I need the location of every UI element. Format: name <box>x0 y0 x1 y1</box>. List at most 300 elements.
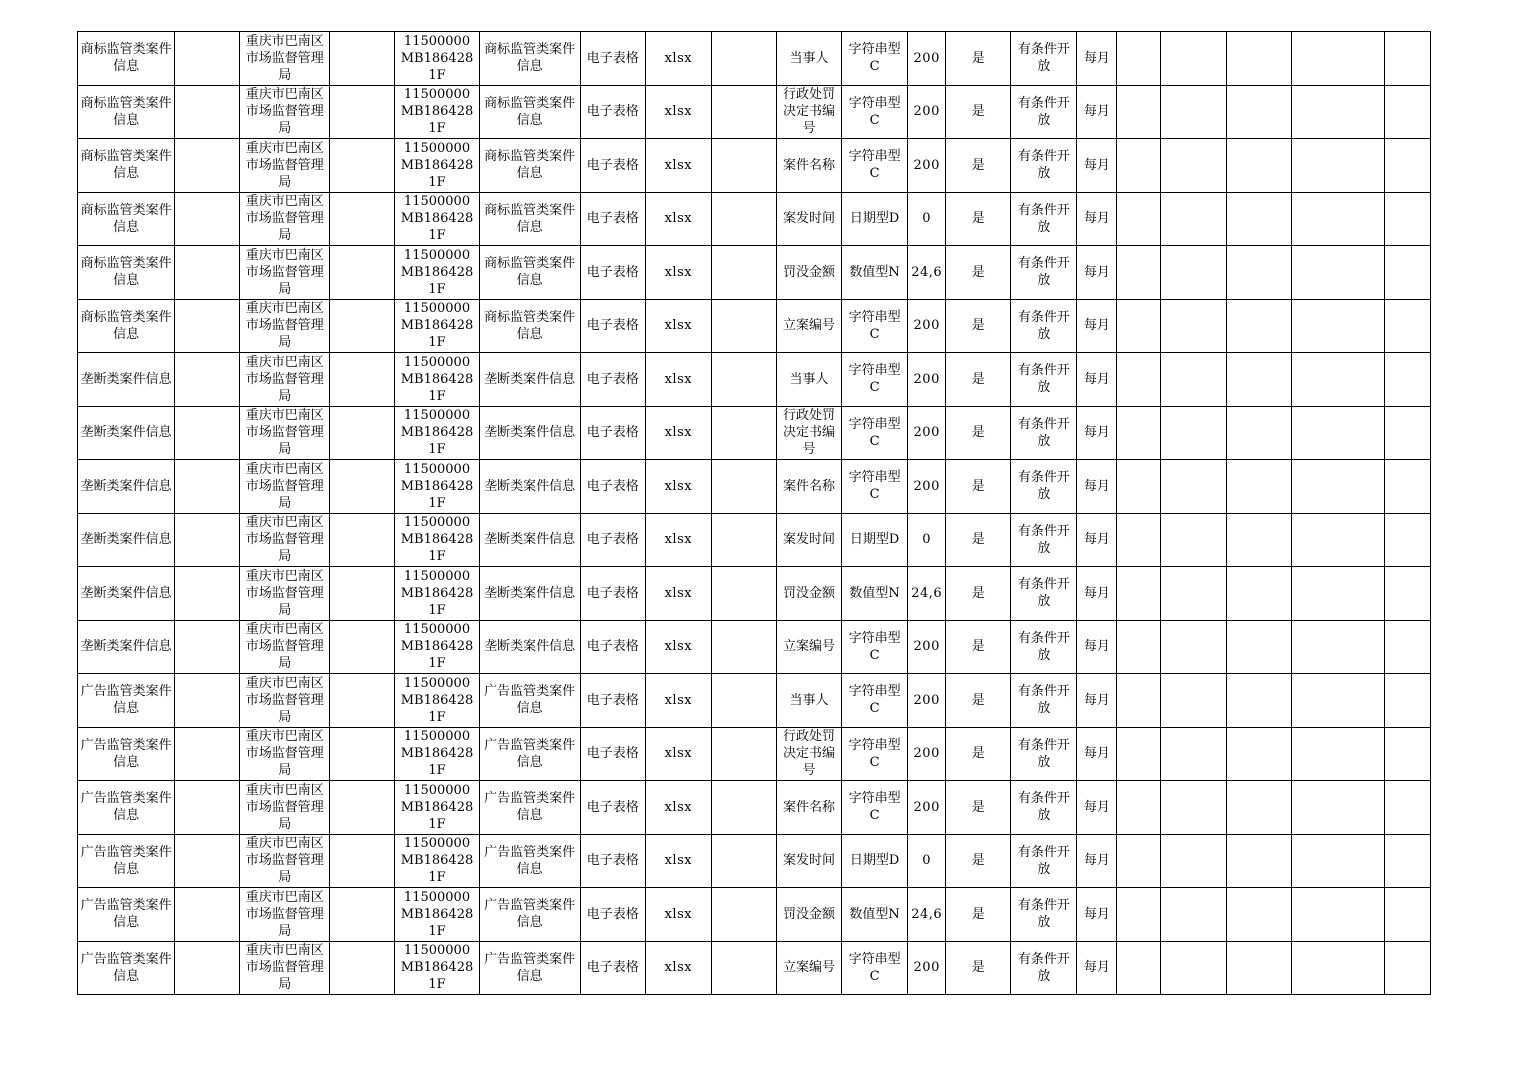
file-extension-cell: xlsx <box>645 85 711 139</box>
shared-flag-cell: 是 <box>946 406 1011 460</box>
format-cell: 电子表格 <box>580 620 645 674</box>
field-name-cell: 案发时间 <box>776 834 841 888</box>
file-extension-cell: xlsx <box>645 834 711 888</box>
department-cell: 重庆市巴南区市场监督管理局 <box>240 85 330 139</box>
department-cell: 重庆市巴南区市场监督管理局 <box>240 781 330 835</box>
empty-cell <box>330 192 395 246</box>
empty-cell <box>330 299 395 353</box>
empty-cell <box>1160 781 1226 835</box>
empty-cell <box>1160 246 1226 300</box>
update-frequency-cell: 每月 <box>1077 888 1117 942</box>
field-length-cell: 200 <box>908 139 946 193</box>
open-type-cell: 有条件开放 <box>1011 620 1077 674</box>
empty-cell <box>1117 674 1160 728</box>
empty-cell <box>1160 460 1226 514</box>
info-item-cell: 商标监管类案件信息 <box>479 85 580 139</box>
empty-cell <box>175 353 240 407</box>
empty-cell <box>711 192 776 246</box>
empty-cell <box>1160 406 1226 460</box>
empty-cell <box>330 246 395 300</box>
empty-cell <box>1226 567 1291 621</box>
credit-code-cell: 11500000MB1864281F <box>395 299 479 353</box>
field-name-cell: 立案编号 <box>776 299 841 353</box>
empty-cell <box>1384 727 1430 781</box>
field-length-cell: 0 <box>908 513 946 567</box>
empty-cell <box>1226 299 1291 353</box>
format-cell: 电子表格 <box>580 513 645 567</box>
resource-name-cell: 商标监管类案件信息 <box>78 246 175 300</box>
format-cell: 电子表格 <box>580 674 645 728</box>
department-cell: 重庆市巴南区市场监督管理局 <box>240 460 330 514</box>
credit-code-cell: 11500000MB1864281F <box>395 674 479 728</box>
field-length-cell: 24,6 <box>908 888 946 942</box>
empty-cell <box>711 781 776 835</box>
data-type-cell: 字符串型C <box>842 460 908 514</box>
empty-cell <box>1226 781 1291 835</box>
credit-code-cell: 11500000MB1864281F <box>395 406 479 460</box>
credit-code-cell: 11500000MB1864281F <box>395 32 479 86</box>
empty-cell <box>1117 567 1160 621</box>
file-extension-cell: xlsx <box>645 727 711 781</box>
department-cell: 重庆市巴南区市场监督管理局 <box>240 406 330 460</box>
empty-cell <box>1160 834 1226 888</box>
format-cell: 电子表格 <box>580 727 645 781</box>
empty-cell <box>1117 460 1160 514</box>
empty-cell <box>175 85 240 139</box>
empty-cell <box>1226 406 1291 460</box>
update-frequency-cell: 每月 <box>1077 246 1117 300</box>
update-frequency-cell: 每月 <box>1077 32 1117 86</box>
empty-cell <box>1291 32 1384 86</box>
format-cell: 电子表格 <box>580 32 645 86</box>
open-type-cell: 有条件开放 <box>1011 85 1077 139</box>
empty-cell <box>1291 85 1384 139</box>
empty-cell <box>1226 513 1291 567</box>
empty-cell <box>175 192 240 246</box>
table-row <box>78 834 1431 888</box>
empty-cell <box>711 32 776 86</box>
empty-cell <box>711 406 776 460</box>
field-name-cell: 案件名称 <box>776 460 841 514</box>
empty-cell <box>1291 460 1384 514</box>
empty-cell <box>175 299 240 353</box>
empty-cell <box>330 727 395 781</box>
empty-cell <box>1226 888 1291 942</box>
file-extension-cell: xlsx <box>645 674 711 728</box>
shared-flag-cell: 是 <box>946 353 1011 407</box>
empty-cell <box>1384 299 1430 353</box>
shared-flag-cell: 是 <box>946 941 1011 995</box>
data-type-cell: 数值型N <box>842 246 908 300</box>
credit-code-cell: 11500000MB1864281F <box>395 727 479 781</box>
empty-cell <box>1384 567 1430 621</box>
empty-cell <box>1226 460 1291 514</box>
empty-cell <box>711 460 776 514</box>
empty-cell <box>1226 139 1291 193</box>
credit-code-cell: 11500000MB1864281F <box>395 246 479 300</box>
format-cell: 电子表格 <box>580 781 645 835</box>
field-length-cell: 200 <box>908 727 946 781</box>
field-length-cell: 200 <box>908 353 946 407</box>
empty-cell <box>175 32 240 86</box>
empty-cell <box>1291 781 1384 835</box>
open-type-cell: 有条件开放 <box>1011 567 1077 621</box>
file-extension-cell: xlsx <box>645 567 711 621</box>
open-type-cell: 有条件开放 <box>1011 139 1077 193</box>
table-row <box>78 85 1431 139</box>
empty-cell <box>1226 620 1291 674</box>
resource-name-cell: 商标监管类案件信息 <box>78 85 175 139</box>
empty-cell <box>1384 246 1430 300</box>
empty-cell <box>711 567 776 621</box>
field-name-cell: 立案编号 <box>776 941 841 995</box>
field-length-cell: 24,6 <box>908 246 946 300</box>
format-cell: 电子表格 <box>580 406 645 460</box>
file-extension-cell: xlsx <box>645 299 711 353</box>
empty-cell <box>1291 353 1384 407</box>
empty-cell <box>1384 620 1430 674</box>
empty-cell <box>1384 353 1430 407</box>
format-cell: 电子表格 <box>580 567 645 621</box>
empty-cell <box>1384 460 1430 514</box>
empty-cell <box>1160 888 1226 942</box>
field-name-cell: 行政处罚决定书编号 <box>776 727 841 781</box>
shared-flag-cell: 是 <box>946 620 1011 674</box>
data-type-cell: 数值型N <box>842 567 908 621</box>
table-row <box>78 941 1431 995</box>
data-type-cell: 日期型D <box>842 834 908 888</box>
empty-cell <box>175 513 240 567</box>
empty-cell <box>1226 246 1291 300</box>
empty-cell <box>711 941 776 995</box>
empty-cell <box>1160 567 1226 621</box>
field-name-cell: 罚没金额 <box>776 246 841 300</box>
empty-cell <box>1291 888 1384 942</box>
department-cell: 重庆市巴南区市场监督管理局 <box>240 620 330 674</box>
file-extension-cell: xlsx <box>645 32 711 86</box>
open-type-cell: 有条件开放 <box>1011 888 1077 942</box>
department-cell: 重庆市巴南区市场监督管理局 <box>240 567 330 621</box>
empty-cell <box>711 353 776 407</box>
empty-cell <box>1384 513 1430 567</box>
empty-cell <box>1291 139 1384 193</box>
field-name-cell: 案发时间 <box>776 192 841 246</box>
empty-cell <box>1117 353 1160 407</box>
empty-cell <box>1117 192 1160 246</box>
empty-cell <box>1160 85 1226 139</box>
info-item-cell: 垄断类案件信息 <box>479 460 580 514</box>
open-type-cell: 有条件开放 <box>1011 460 1077 514</box>
field-length-cell: 200 <box>908 406 946 460</box>
resource-name-cell: 垄断类案件信息 <box>78 406 175 460</box>
resource-name-cell: 商标监管类案件信息 <box>78 139 175 193</box>
empty-cell <box>1384 941 1430 995</box>
empty-cell <box>1160 941 1226 995</box>
field-length-cell: 200 <box>908 941 946 995</box>
info-item-cell: 广告监管类案件信息 <box>479 941 580 995</box>
info-item-cell: 商标监管类案件信息 <box>479 139 580 193</box>
empty-cell <box>1160 353 1226 407</box>
format-cell: 电子表格 <box>580 460 645 514</box>
empty-cell <box>330 941 395 995</box>
table-row <box>78 192 1431 246</box>
empty-cell <box>711 139 776 193</box>
info-item-cell: 广告监管类案件信息 <box>479 727 580 781</box>
field-name-cell: 行政处罚决定书编号 <box>776 85 841 139</box>
empty-cell <box>1117 246 1160 300</box>
empty-cell <box>1117 513 1160 567</box>
empty-cell <box>1291 513 1384 567</box>
empty-cell <box>1291 246 1384 300</box>
table-row <box>78 460 1431 514</box>
file-extension-cell: xlsx <box>645 888 711 942</box>
empty-cell <box>1384 406 1430 460</box>
field-name-cell: 案件名称 <box>776 139 841 193</box>
file-extension-cell: xlsx <box>645 513 711 567</box>
shared-flag-cell: 是 <box>946 299 1011 353</box>
info-item-cell: 垄断类案件信息 <box>479 513 580 567</box>
empty-cell <box>1226 727 1291 781</box>
open-type-cell: 有条件开放 <box>1011 834 1077 888</box>
field-name-cell: 罚没金额 <box>776 888 841 942</box>
empty-cell <box>330 781 395 835</box>
field-length-cell: 200 <box>908 85 946 139</box>
open-type-cell: 有条件开放 <box>1011 513 1077 567</box>
department-cell: 重庆市巴南区市场监督管理局 <box>240 299 330 353</box>
update-frequency-cell: 每月 <box>1077 85 1117 139</box>
empty-cell <box>330 834 395 888</box>
format-cell: 电子表格 <box>580 888 645 942</box>
empty-cell <box>1384 674 1430 728</box>
department-cell: 重庆市巴南区市场监督管理局 <box>240 192 330 246</box>
resource-name-cell: 商标监管类案件信息 <box>78 192 175 246</box>
empty-cell <box>330 406 395 460</box>
credit-code-cell: 11500000MB1864281F <box>395 834 479 888</box>
empty-cell <box>330 620 395 674</box>
info-item-cell: 广告监管类案件信息 <box>479 888 580 942</box>
shared-flag-cell: 是 <box>946 781 1011 835</box>
data-type-cell: 日期型D <box>842 513 908 567</box>
credit-code-cell: 11500000MB1864281F <box>395 888 479 942</box>
table-row <box>78 299 1431 353</box>
table-row <box>78 139 1431 193</box>
table-row <box>78 567 1431 621</box>
shared-flag-cell: 是 <box>946 192 1011 246</box>
empty-cell <box>1160 299 1226 353</box>
data-type-cell: 字符串型C <box>842 674 908 728</box>
update-frequency-cell: 每月 <box>1077 674 1117 728</box>
resource-name-cell: 垄断类案件信息 <box>78 460 175 514</box>
resource-name-cell: 垄断类案件信息 <box>78 513 175 567</box>
format-cell: 电子表格 <box>580 246 645 300</box>
update-frequency-cell: 每月 <box>1077 460 1117 514</box>
format-cell: 电子表格 <box>580 139 645 193</box>
resource-name-cell: 广告监管类案件信息 <box>78 888 175 942</box>
empty-cell <box>330 567 395 621</box>
field-length-cell: 200 <box>908 32 946 86</box>
empty-cell <box>175 460 240 514</box>
field-length-cell: 24,6 <box>908 567 946 621</box>
shared-flag-cell: 是 <box>946 727 1011 781</box>
update-frequency-cell: 每月 <box>1077 353 1117 407</box>
department-cell: 重庆市巴南区市场监督管理局 <box>240 888 330 942</box>
resource-name-cell: 广告监管类案件信息 <box>78 941 175 995</box>
empty-cell <box>1291 620 1384 674</box>
empty-cell <box>175 834 240 888</box>
data-type-cell: 字符串型C <box>842 299 908 353</box>
open-type-cell: 有条件开放 <box>1011 246 1077 300</box>
empty-cell <box>1226 192 1291 246</box>
credit-code-cell: 11500000MB1864281F <box>395 353 479 407</box>
empty-cell <box>1117 781 1160 835</box>
shared-flag-cell: 是 <box>946 888 1011 942</box>
field-name-cell: 罚没金额 <box>776 567 841 621</box>
field-name-cell: 案发时间 <box>776 513 841 567</box>
open-type-cell: 有条件开放 <box>1011 353 1077 407</box>
empty-cell <box>711 85 776 139</box>
data-type-cell: 字符串型C <box>842 85 908 139</box>
empty-cell <box>711 674 776 728</box>
shared-flag-cell: 是 <box>946 85 1011 139</box>
info-item-cell: 商标监管类案件信息 <box>479 246 580 300</box>
empty-cell <box>175 727 240 781</box>
update-frequency-cell: 每月 <box>1077 513 1117 567</box>
empty-cell <box>1384 781 1430 835</box>
empty-cell <box>1291 727 1384 781</box>
file-extension-cell: xlsx <box>645 941 711 995</box>
shared-flag-cell: 是 <box>946 834 1011 888</box>
update-frequency-cell: 每月 <box>1077 139 1117 193</box>
empty-cell <box>175 941 240 995</box>
data-catalog-table <box>77 31 1431 995</box>
resource-name-cell: 垄断类案件信息 <box>78 353 175 407</box>
empty-cell <box>1160 620 1226 674</box>
table-row <box>78 32 1431 86</box>
empty-cell <box>1384 834 1430 888</box>
resource-name-cell: 商标监管类案件信息 <box>78 32 175 86</box>
empty-cell <box>330 353 395 407</box>
update-frequency-cell: 每月 <box>1077 299 1117 353</box>
empty-cell <box>1117 888 1160 942</box>
table-row <box>78 727 1431 781</box>
empty-cell <box>330 513 395 567</box>
empty-cell <box>1384 192 1430 246</box>
update-frequency-cell: 每月 <box>1077 941 1117 995</box>
empty-cell <box>175 781 240 835</box>
table-row <box>78 246 1431 300</box>
open-type-cell: 有条件开放 <box>1011 727 1077 781</box>
info-item-cell: 垄断类案件信息 <box>479 620 580 674</box>
empty-cell <box>711 888 776 942</box>
file-extension-cell: xlsx <box>645 620 711 674</box>
file-extension-cell: xlsx <box>645 781 711 835</box>
department-cell: 重庆市巴南区市场监督管理局 <box>240 834 330 888</box>
empty-cell <box>1291 567 1384 621</box>
empty-cell <box>711 246 776 300</box>
empty-cell <box>1291 192 1384 246</box>
empty-cell <box>175 888 240 942</box>
table-row <box>78 353 1431 407</box>
empty-cell <box>175 620 240 674</box>
file-extension-cell: xlsx <box>645 460 711 514</box>
empty-cell <box>711 513 776 567</box>
format-cell: 电子表格 <box>580 941 645 995</box>
department-cell: 重庆市巴南区市场监督管理局 <box>240 941 330 995</box>
empty-cell <box>175 139 240 193</box>
field-length-cell: 0 <box>908 192 946 246</box>
file-extension-cell: xlsx <box>645 406 711 460</box>
update-frequency-cell: 每月 <box>1077 620 1117 674</box>
empty-cell <box>711 727 776 781</box>
data-type-cell: 字符串型C <box>842 620 908 674</box>
shared-flag-cell: 是 <box>946 674 1011 728</box>
data-type-cell: 字符串型C <box>842 406 908 460</box>
empty-cell <box>1160 727 1226 781</box>
resource-name-cell: 广告监管类案件信息 <box>78 727 175 781</box>
empty-cell <box>1226 834 1291 888</box>
empty-cell <box>1291 834 1384 888</box>
credit-code-cell: 11500000MB1864281F <box>395 781 479 835</box>
empty-cell <box>330 674 395 728</box>
credit-code-cell: 11500000MB1864281F <box>395 139 479 193</box>
info-item-cell: 垄断类案件信息 <box>479 567 580 621</box>
empty-cell <box>1384 32 1430 86</box>
info-item-cell: 广告监管类案件信息 <box>479 674 580 728</box>
department-cell: 重庆市巴南区市场监督管理局 <box>240 246 330 300</box>
table-row <box>78 513 1431 567</box>
update-frequency-cell: 每月 <box>1077 406 1117 460</box>
empty-cell <box>1160 192 1226 246</box>
shared-flag-cell: 是 <box>946 567 1011 621</box>
table-row <box>78 781 1431 835</box>
credit-code-cell: 11500000MB1864281F <box>395 941 479 995</box>
data-type-cell: 字符串型C <box>842 353 908 407</box>
department-cell: 重庆市巴南区市场监督管理局 <box>240 513 330 567</box>
shared-flag-cell: 是 <box>946 139 1011 193</box>
department-cell: 重庆市巴南区市场监督管理局 <box>240 727 330 781</box>
update-frequency-cell: 每月 <box>1077 834 1117 888</box>
data-type-cell: 字符串型C <box>842 941 908 995</box>
empty-cell <box>1117 620 1160 674</box>
resource-name-cell: 垄断类案件信息 <box>78 620 175 674</box>
empty-cell <box>1160 513 1226 567</box>
shared-flag-cell: 是 <box>946 32 1011 86</box>
empty-cell <box>1160 674 1226 728</box>
field-name-cell: 当事人 <box>776 353 841 407</box>
field-length-cell: 200 <box>908 620 946 674</box>
empty-cell <box>1291 406 1384 460</box>
empty-cell <box>1117 834 1160 888</box>
empty-cell <box>1291 941 1384 995</box>
info-item-cell: 商标监管类案件信息 <box>479 32 580 86</box>
open-type-cell: 有条件开放 <box>1011 406 1077 460</box>
empty-cell <box>1117 139 1160 193</box>
resource-name-cell: 广告监管类案件信息 <box>78 674 175 728</box>
empty-cell <box>1117 85 1160 139</box>
field-name-cell: 当事人 <box>776 32 841 86</box>
empty-cell <box>1117 727 1160 781</box>
update-frequency-cell: 每月 <box>1077 192 1117 246</box>
empty-cell <box>330 460 395 514</box>
shared-flag-cell: 是 <box>946 246 1011 300</box>
open-type-cell: 有条件开放 <box>1011 941 1077 995</box>
department-cell: 重庆市巴南区市场监督管理局 <box>240 674 330 728</box>
empty-cell <box>711 620 776 674</box>
empty-cell <box>1226 941 1291 995</box>
format-cell: 电子表格 <box>580 834 645 888</box>
data-type-cell: 字符串型C <box>842 781 908 835</box>
shared-flag-cell: 是 <box>946 460 1011 514</box>
